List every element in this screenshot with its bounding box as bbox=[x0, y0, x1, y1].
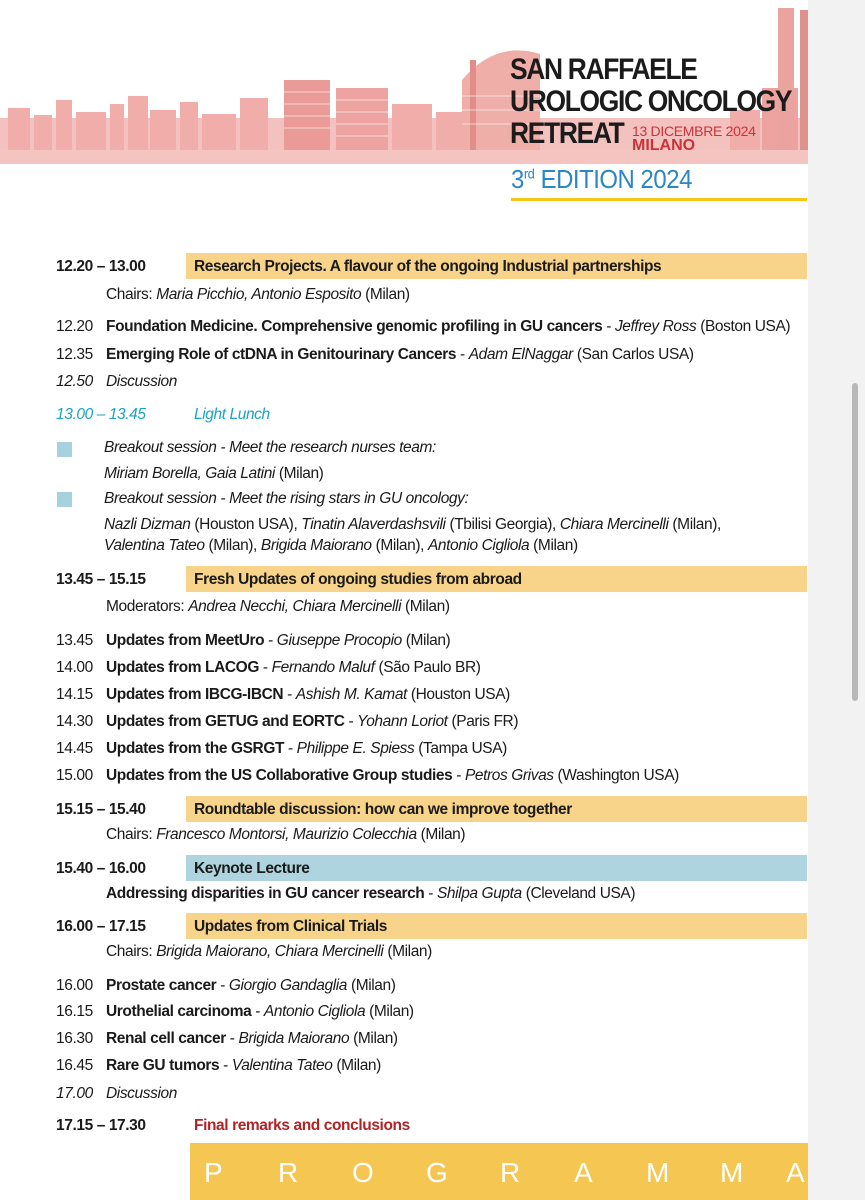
talk-sep: - bbox=[219, 1057, 232, 1074]
talk-place: (Milan) bbox=[349, 1030, 398, 1047]
chairs-city: (Milan) bbox=[361, 286, 410, 303]
banner-letter: M bbox=[720, 1157, 744, 1188]
talk-sep: - bbox=[452, 767, 465, 784]
talk-title: Prostate cancer bbox=[106, 977, 217, 994]
person-name: Tinatin Alaverdashsvili bbox=[301, 516, 446, 533]
banner-letter: O bbox=[352, 1157, 374, 1188]
talk-time: 14.15 bbox=[56, 686, 93, 703]
chairs-label: Chairs: bbox=[106, 286, 157, 303]
chairs-names: Maria Picchio, Antonio Esposito bbox=[156, 286, 362, 303]
talk-place: (Boston USA) bbox=[696, 318, 791, 335]
final-time: 17.15 – 17.30 bbox=[56, 1117, 146, 1134]
banner-letter: M bbox=[646, 1157, 670, 1188]
breakout-label: Breakout session - Meet the rising stars in GU oncology: bbox=[104, 490, 469, 507]
chairs-label: Moderators: bbox=[106, 598, 189, 615]
talk-sep: - bbox=[284, 740, 297, 757]
talk-sep: - bbox=[456, 346, 469, 363]
person-name: Chiara Mercinelli bbox=[559, 516, 669, 533]
event-date: 13 DICEMBRE 2024 bbox=[632, 123, 756, 139]
person-place: (Houston USA), bbox=[190, 516, 302, 533]
person-name: Antonio Cigliola bbox=[427, 537, 530, 554]
edition-text: EDITION 2024 bbox=[534, 164, 692, 194]
talk-sep: - bbox=[251, 1003, 264, 1020]
talk-speaker: Giuseppe Procopio bbox=[276, 632, 402, 649]
event-city: MILANO bbox=[632, 137, 696, 154]
talk-place: (Tampa USA) bbox=[414, 740, 507, 757]
chairs-names: Brigida Maiorano, Chiara Mercinelli bbox=[156, 943, 384, 960]
programma-banner bbox=[190, 1143, 808, 1200]
talk-sep: - bbox=[602, 318, 615, 335]
talk-title: Updates from GETUG and EORTC bbox=[106, 713, 345, 730]
session-time: 16.00 – 17.15 bbox=[56, 918, 146, 935]
chairs-label: Chairs: bbox=[106, 826, 157, 843]
session-time: 12.20 – 13.00 bbox=[56, 258, 146, 275]
talk-place: (Washington USA) bbox=[553, 767, 679, 784]
session-title: Roundtable discussion: how can we improve together bbox=[194, 801, 572, 818]
chairs-names: Francesco Montorsi, Maurizio Colecchia bbox=[156, 826, 417, 843]
talk-time: 14.45 bbox=[56, 740, 93, 757]
chairs-city: (Milan) bbox=[401, 598, 450, 615]
talk-speaker: Yohann Loriot bbox=[357, 713, 448, 730]
talk-sep: - bbox=[344, 713, 358, 730]
edition-underline bbox=[511, 198, 807, 201]
talk-title: Updates from MeetUro bbox=[106, 632, 265, 649]
title-line-3: RETREAT bbox=[510, 117, 624, 150]
person-place: (Milan), bbox=[668, 516, 721, 533]
chairs-city: (Milan) bbox=[383, 943, 432, 960]
talk-speaker: Valentina Tateo bbox=[231, 1057, 333, 1074]
breakout-people: Miriam Borella, Gaia Latini bbox=[104, 465, 275, 482]
person-place: (Tbilisi Georgia), bbox=[445, 516, 560, 533]
discussion-time: 12.50 bbox=[56, 373, 93, 390]
talk-speaker: Antonio Cigliola bbox=[263, 1003, 366, 1020]
talk-time: 16.30 bbox=[56, 1030, 93, 1047]
chairs-city: (Milan) bbox=[416, 826, 466, 843]
talk-speaker: Jeffrey Ross bbox=[614, 318, 697, 335]
scrollbar-thumb[interactable] bbox=[852, 383, 858, 701]
talk-speaker: Giorgio Gandaglia bbox=[228, 977, 348, 994]
talk-title: Foundation Medicine. Comprehensive genomic profiling in GU cancers bbox=[106, 318, 603, 335]
banner-letter: R bbox=[278, 1157, 299, 1188]
talk-time: 14.30 bbox=[56, 713, 93, 730]
person-name: Nazli Dizman bbox=[104, 516, 191, 533]
banner-letter: P bbox=[204, 1157, 223, 1188]
breakout-label: Breakout session - Meet the research nurses team: bbox=[104, 439, 436, 456]
breakout-square-icon bbox=[57, 492, 72, 507]
talk-place: (Cleveland USA) bbox=[521, 885, 636, 902]
talk-speaker: Petros Grivas bbox=[464, 767, 554, 784]
talk-place: (Milan) bbox=[332, 1057, 381, 1074]
talk-title: Updates from the GSRGT bbox=[106, 740, 285, 757]
talk-sep: - bbox=[283, 686, 296, 703]
talk-time: 15.00 bbox=[56, 767, 93, 784]
talk-place: (Paris FR) bbox=[447, 713, 519, 730]
talk-time: 12.35 bbox=[56, 346, 93, 363]
talk-speaker: Philippe E. Spiess bbox=[296, 740, 415, 757]
banner-letter: G bbox=[426, 1157, 448, 1188]
final-label: Final remarks and conclusions bbox=[194, 1117, 410, 1134]
banner-letter: A bbox=[574, 1157, 593, 1188]
talk-title: Renal cell cancer bbox=[106, 1030, 226, 1047]
talk-speaker: Shilpa Gupta bbox=[436, 885, 522, 902]
talk-sep: - bbox=[258, 659, 272, 676]
talk-place: (Milan) bbox=[401, 632, 451, 649]
talk-place: (Houston USA) bbox=[406, 686, 510, 703]
talk-speaker: Brigida Maiorano bbox=[238, 1030, 350, 1047]
breakout-city: (Milan) bbox=[274, 465, 324, 482]
session-title: Updates from Clinical Trials bbox=[194, 918, 387, 935]
edition-number: 3 bbox=[511, 164, 524, 194]
talk-title: Updates from LACOG bbox=[106, 659, 259, 676]
session-title: Research Projects. A flavour of the ongoing Industrial partnerships bbox=[194, 258, 662, 275]
talk-time: 16.00 bbox=[56, 977, 93, 994]
lunch-time: 13.00 – 13.45 bbox=[56, 406, 146, 423]
talk-place: (Milan) bbox=[365, 1003, 414, 1020]
discussion-label: Discussion bbox=[106, 1085, 177, 1102]
title-line-2: UROLOGIC ONCOLOGY bbox=[510, 85, 792, 118]
talk-place: (São Paulo BR) bbox=[374, 659, 481, 676]
talk-sep: - bbox=[424, 885, 437, 902]
talk-time: 16.45 bbox=[56, 1057, 93, 1074]
banner-letter: A bbox=[786, 1157, 805, 1188]
talk-speaker: Ashish M. Kamat bbox=[295, 686, 407, 703]
session-time: 15.40 – 16.00 bbox=[56, 860, 146, 877]
lunch-label: Light Lunch bbox=[194, 406, 270, 423]
title-line-1: SAN RAFFAELE bbox=[510, 53, 697, 86]
banner-letter: R bbox=[500, 1157, 521, 1188]
chairs-label: Chairs: bbox=[106, 943, 157, 960]
talk-time: 14.00 bbox=[56, 659, 93, 676]
session-title: Fresh Updates of ongoing studies from abroad bbox=[194, 571, 522, 588]
discussion-time: 17.00 bbox=[56, 1085, 93, 1102]
talk-title: Emerging Role of ctDNA in Genitourinary Cancers bbox=[106, 346, 457, 363]
talk-title: Urothelial carcinoma bbox=[106, 1003, 252, 1020]
person-place: (Milan), bbox=[371, 537, 428, 554]
person-place: (Milan) bbox=[529, 537, 578, 554]
person-name: Valentina Tateo bbox=[104, 537, 205, 554]
talk-speaker: Adam ElNaggar bbox=[468, 346, 573, 363]
edition-label bbox=[511, 164, 692, 195]
talk-sep: - bbox=[264, 632, 277, 649]
person-place: (Milan), bbox=[204, 537, 261, 554]
talk-title: Addressing disparities in GU cancer research bbox=[106, 885, 425, 902]
talk-time: 12.20 bbox=[56, 318, 93, 335]
talk-time: 13.45 bbox=[56, 632, 93, 649]
talk-speaker: Fernando Maluf bbox=[271, 659, 375, 676]
talk-title: Updates from the US Collaborative Group studies bbox=[106, 767, 453, 784]
person-name: Brigida Maiorano bbox=[260, 537, 372, 554]
chairs-names: Andrea Necchi, Chiara Mercinelli bbox=[188, 598, 402, 615]
talk-place: (Milan) bbox=[347, 977, 396, 994]
session-time: 13.45 – 15.15 bbox=[56, 571, 146, 588]
talk-sep: - bbox=[216, 977, 229, 994]
breakout-square-icon bbox=[57, 442, 72, 457]
discussion-label: Discussion bbox=[106, 373, 177, 390]
talk-sep: - bbox=[225, 1030, 239, 1047]
talk-place: (San Carlos USA) bbox=[572, 346, 694, 363]
talk-title: Updates from IBCG-IBCN bbox=[106, 686, 284, 703]
session-time: 15.15 – 15.40 bbox=[56, 801, 146, 818]
edition-ordinal: rd bbox=[523, 165, 535, 182]
talk-time: 16.15 bbox=[56, 1003, 93, 1020]
talk-title: Rare GU tumors bbox=[106, 1057, 220, 1074]
session-title: Keynote Lecture bbox=[194, 860, 310, 877]
